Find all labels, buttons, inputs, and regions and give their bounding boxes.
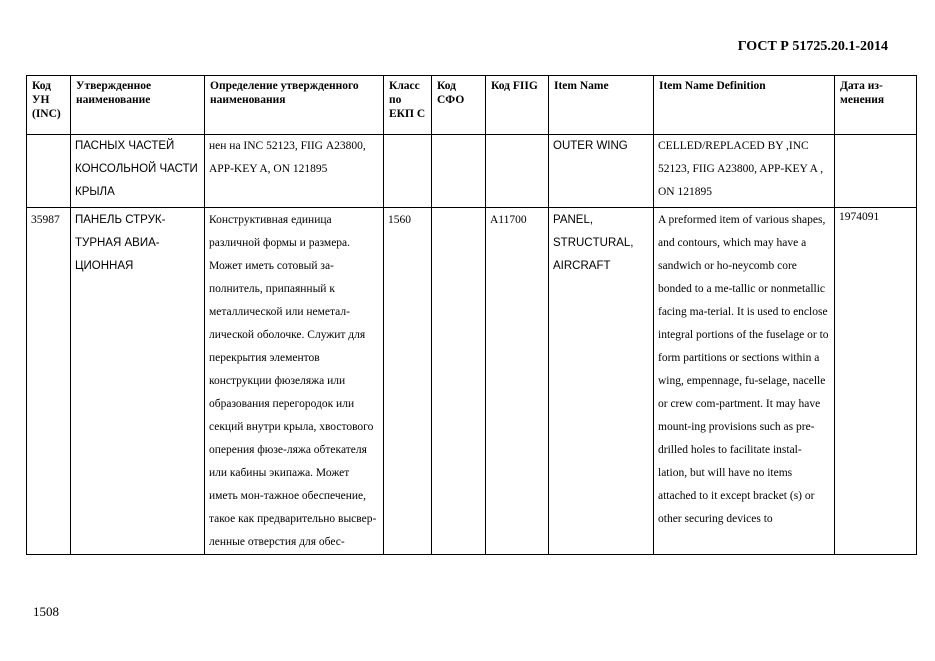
header-row	[27, 76, 917, 135]
cell-item-name: PANEL, STRUCTURAL, AIRCRAFT	[549, 208, 654, 555]
document-code: ГОСТ Р 51725.20.1-2014	[737, 39, 888, 54]
table-row	[27, 135, 917, 208]
cell-item-name: OUTER WING	[549, 135, 654, 208]
cell-code	[27, 135, 71, 208]
col-header-item-name-definition: Item Name Definition	[654, 76, 835, 135]
col-header-approved-name: Утвержденное наименование	[71, 76, 205, 135]
cell-approved-name: ПАНЕЛЬ СТРУК-ТУРНАЯ АВИА-ЦИОННАЯ	[71, 208, 205, 555]
cell-approved-name: ПАСНЫХ ЧАСТЕЙ КОНСОЛЬНОЙ ЧАСТИ КРЫЛА	[71, 135, 205, 208]
col-header-fiig: Код FIIG	[486, 76, 549, 135]
cell-fiig	[486, 135, 549, 208]
cell-change-date	[835, 135, 917, 208]
col-header-code: Код УН (INC)	[27, 76, 71, 135]
catalog-table	[26, 75, 917, 555]
col-header-change-date: Дата из-менения	[835, 76, 917, 135]
cell-item-name-definition: A preformed item of various shapes, and contours, which may have a sandwich or ho-neycomb core bonded to a me-tallic or nonmetallic facing ma-terial. It is used to enclose integral portions of the fuselage or to form partitions or sections within a wing, empennage, fu-selage, nacelle or crew com-partment. It may have mount-ing provisions such as pre-drilled holes to facilitate instal-lation, but will have no items attached to it except bracket (s) or other securing devices to	[654, 208, 835, 555]
col-header-sfo: Код СФО	[432, 76, 486, 135]
cell-class	[384, 135, 432, 208]
cell-code: 35987	[27, 208, 71, 555]
col-header-definition: Определение утвержденного наименования	[205, 76, 384, 135]
cell-definition: Конструктивная единица различной формы и размера. Может иметь сотовый за-полнитель, припаянный к металлической или неметал-лической оболочке. Служит для перекрытия элементов конструкции фюзеляжа или образования перегородок или секций внутри крыла, хвостового оперения фюзе-ляжа обтекателя или кабины экипажа. Может иметь мон-тажное обеспечение, такое как предварительно высвер-ленные отверстия для обес-	[205, 208, 384, 555]
cell-change-date: 1974091	[835, 208, 917, 555]
cell-sfo	[432, 208, 486, 555]
col-header-class: Класс по ЕКП С	[384, 76, 432, 135]
cell-sfo	[432, 135, 486, 208]
page-number: 1508	[33, 604, 59, 619]
table-row	[27, 208, 917, 555]
cell-item-name-definition: CELLED/REPLACED BY ,INC 52123, FIIG A23800, APP-KEY A , ON 121895	[654, 135, 835, 208]
cell-class: 1560	[384, 208, 432, 555]
cell-fiig: A11700	[486, 208, 549, 555]
col-header-item-name: Item Name	[549, 76, 654, 135]
cell-definition: нен на INC 52123, FIIG А23800, APP-KEY A, ON 121895	[205, 135, 384, 208]
